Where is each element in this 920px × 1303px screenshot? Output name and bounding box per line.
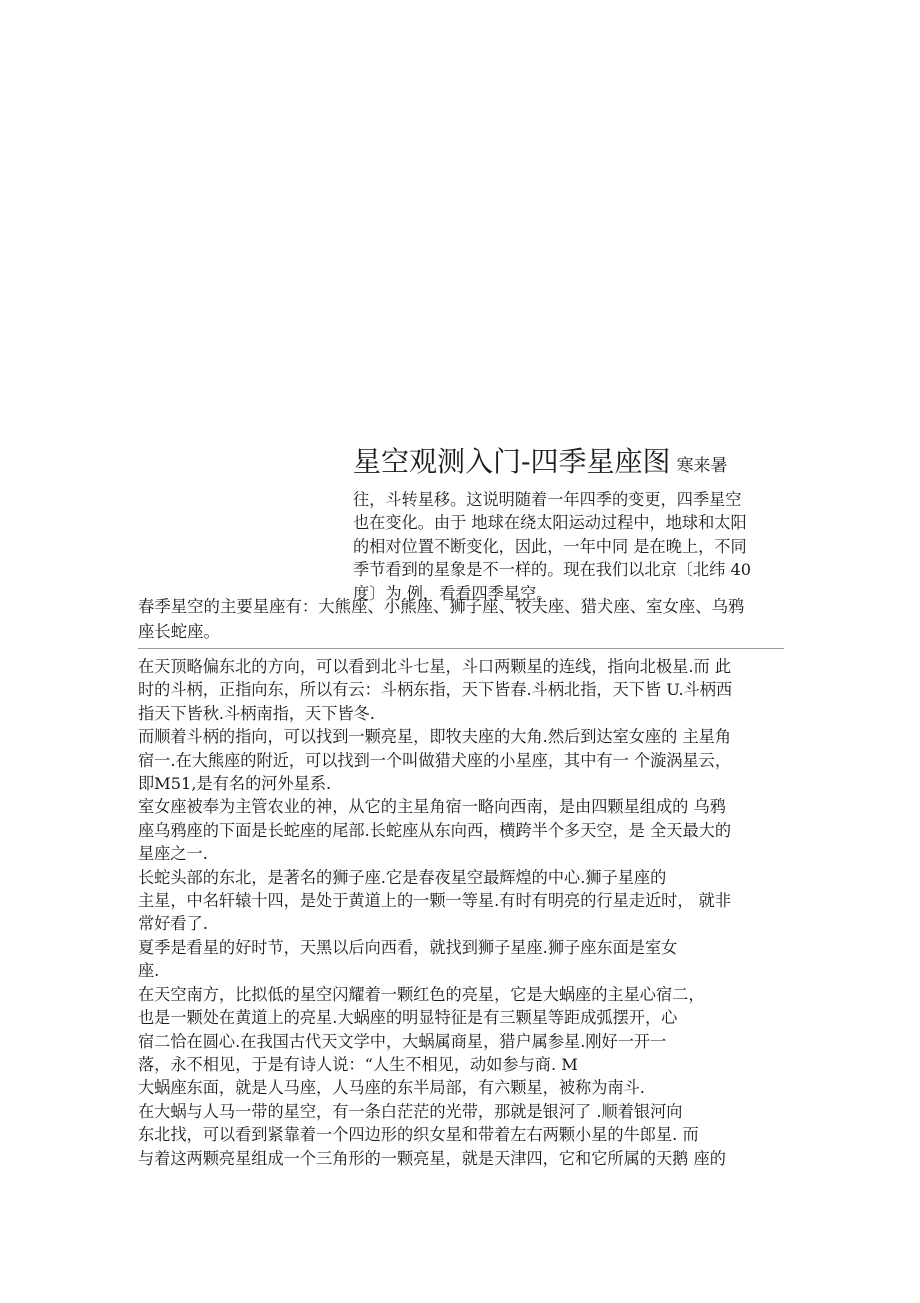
text-line: 落，永不相见，于是有诗人说：“人生不相见，动如参与商. M [138, 1054, 578, 1074]
intro-line: 季节看到的星象是不一样的。现在我们以北京〔北纬 40 [353, 560, 752, 580]
text-line: 东北找，可以看到紧靠着一个四边形的织女星和带着左右两颗小星的牛郎星. 而 [138, 1125, 699, 1145]
document-title [353, 444, 773, 484]
text-line: 时的斗柄，正指向东，所以有云：斗柄东指，天下皆春.斗柄北指，天下皆 U.斗柄西 [138, 680, 733, 700]
text-line: 长蛇头部的东北，是著名的狮子座.它是春夜星空最辉煌的中心.狮子星座的 [138, 867, 667, 887]
text-line: 而顺着斗柄的指向，可以找到一颗亮星，即牧夫座的大角.然后到达室女座的 主星角 [138, 727, 732, 747]
text-line: 也是一颗处在黄道上的亮星.大蜗座的明显特征是有三颗星等距成弧摆开，心 [138, 1008, 678, 1028]
text-line: 座乌鸦座的下面是长蛇座的尾部.长蛇座从东向西，横跨半个多天空，是 全天最大的 [138, 820, 732, 840]
paragraph-big-dipper [138, 655, 784, 725]
divider [138, 648, 784, 649]
text-line: 夏季是看星的好时节，天黑以后向西看，就找到狮子星座.狮子座东面是室女 [138, 937, 678, 957]
text-line: 常好看了. [138, 914, 208, 934]
paragraph-scorpius [138, 983, 784, 1170]
text-line: 主星，中名轩辕十四，是处于黄道上的一颗一等星.有时有明亮的行星走近时， 就非 [138, 891, 732, 911]
paragraph-arcturus [138, 725, 784, 795]
text-line: 在天空南方，比拟低的星空闪耀着一颗红色的亮星，它是大蜗座的主星心宿二， [138, 984, 705, 1004]
text-line: 星座之一. [138, 844, 208, 864]
text-line: 即M51,是有名的河外星系. [138, 774, 332, 794]
title-sub: 寒来暑 [676, 456, 728, 476]
text-line: 与着这两颗亮星组成一个三角形的一颗亮星，就是天津四，它和它所属的天鹅 座的 [138, 1148, 726, 1168]
spring-section [138, 594, 784, 1170]
intro-line: 的相对位置不断变化，因此，一年中同 是在晚上，不同 [353, 536, 747, 556]
paragraph-leo [138, 866, 784, 936]
title-block [353, 444, 773, 605]
text-line: 座. [138, 961, 160, 981]
paragraph-summer [138, 936, 784, 983]
text-line: 室女座被奉为主管农业的神，从它的主星角宿一略向西南，是由四颗星组成的 乌鸦 [138, 797, 726, 817]
intro-line: 也在变化。由于 地球在绕太阳运动过程中，地球和太阳 [353, 513, 747, 533]
intro-line: 度〕为 例，看看四季星空。 [353, 583, 553, 603]
text-line: 在天顶略偏东北的方向，可以看到北斗七星，斗口两颗星的连线，指向北极星.而 此 [138, 657, 732, 676]
intro-paragraph [353, 488, 773, 605]
spring-heading: 春季星空的主要星座有：大熊座、小熊座、狮子座、牧夫座、猎犬座、室女座、乌鸦座长蛇座。 [138, 597, 745, 641]
text-line: 指天下皆秋.斗柄南指，天下皆冬. [138, 703, 375, 723]
text-line: 宿一.在大熊座的附近，可以找到一个叫做猎犬座的小星座，其中有一 个漩涡星云， [138, 750, 732, 770]
text-line: 宿二恰在圆心.在我国古代天文学中，大蜗属商星，猎户属参星.刚好一开一 [138, 1031, 667, 1051]
text-line: 大蜗座东面，就是人马座，人马座的东半局部，有六颗星，被称为南斗. [138, 1078, 645, 1098]
intro-line: 往，斗转星移。这说明随着一年四季的变更，四季星空 [353, 490, 742, 509]
title-main: 星空观测入门-四季星座图 [353, 445, 671, 478]
paragraph-virgo [138, 795, 784, 865]
text-line: 在大蜗与人马一带的星空，有一条白茫茫的光带，那就是银河了 .顺着银河向 [138, 1101, 683, 1121]
